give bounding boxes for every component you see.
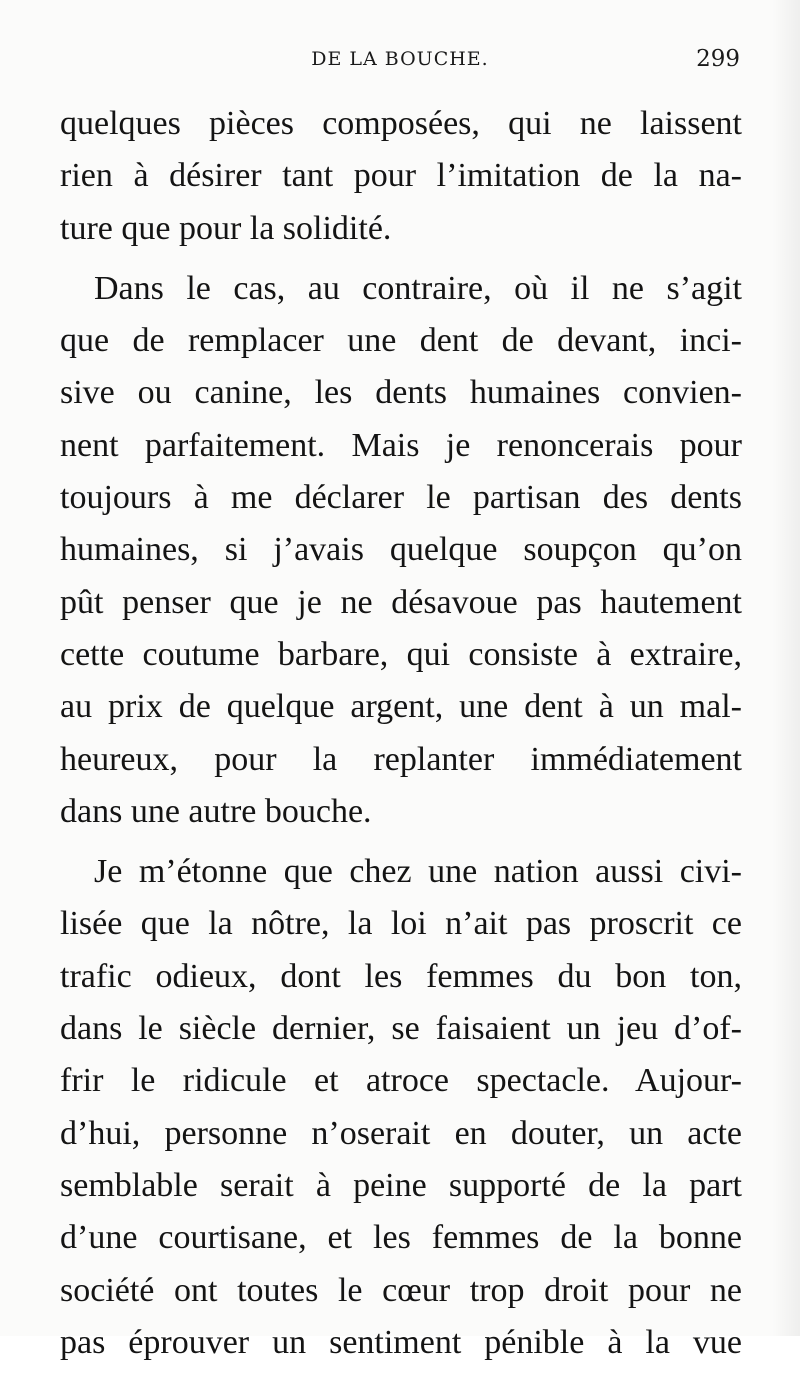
text-line: cette coutume barbare, qui consiste à extraire, [60,635,742,673]
text-line: quelques pièces composées, qui ne laissent [60,105,742,142]
text-line: heureux, pour la replanter immédiatement [60,740,742,778]
text-line: société ont toutes le cœur trop droit pour ne [60,1271,742,1309]
text-line: semblable serait à peine supporté de la part [60,1166,742,1204]
paragraph [60,263,742,838]
text-line: que de remplacer une dent de devant, inci- [60,322,742,360]
text-line: toujours à me déclarer le partisan des dents [60,479,742,517]
text-line: humaines, si j’avais quelque soupçon qu’on [60,531,742,569]
text-line: trafic odieux, dont les femmes du bon ton, [60,957,742,995]
text-line: sive ou canine, les dents humaines convien- [60,374,742,412]
body-text [60,98,742,1377]
text-line: frir le ridicule et atroce spectacle. Aujour- [60,1062,742,1100]
text-line: Dans le cas, au contraire, où il ne s’agit [94,269,742,307]
text-line: d’hui, personne n’oserait en douter, un acte [60,1114,742,1152]
text-line: rien à désirer tant pour l’imitation de la na- [60,157,742,195]
text-line: lisée que la nôtre, la loi n’ait pas proscrit ce [60,905,742,943]
text-line: pas éprouver un sentiment pénible à la vue [60,1323,742,1361]
text-line: nent parfaitement. Mais je renoncerais pour [60,426,742,464]
text-line: pût penser que je ne désavoue pas hautement [60,583,742,621]
text-line: d’une courtisane, et les femmes de la bonne [60,1219,742,1257]
text-line: Je m’étonne que chez une nation aussi civi- [94,853,742,891]
paragraph [60,98,742,255]
running-head [0,42,800,78]
text-line: au prix de quelque argent, une dent à un mal- [60,688,742,726]
running-title: DE LA BOUCHE. [311,48,489,70]
page-number: 299 [696,46,740,72]
text-line: dans le siècle dernier, se faisaient un jeu d’of- [60,1010,742,1048]
text-line: ture que pour la solidité. [60,209,392,247]
paragraph [60,846,742,1369]
page-edge-shadow [772,0,800,1336]
text-line: dans une autre bouche. [60,792,372,830]
